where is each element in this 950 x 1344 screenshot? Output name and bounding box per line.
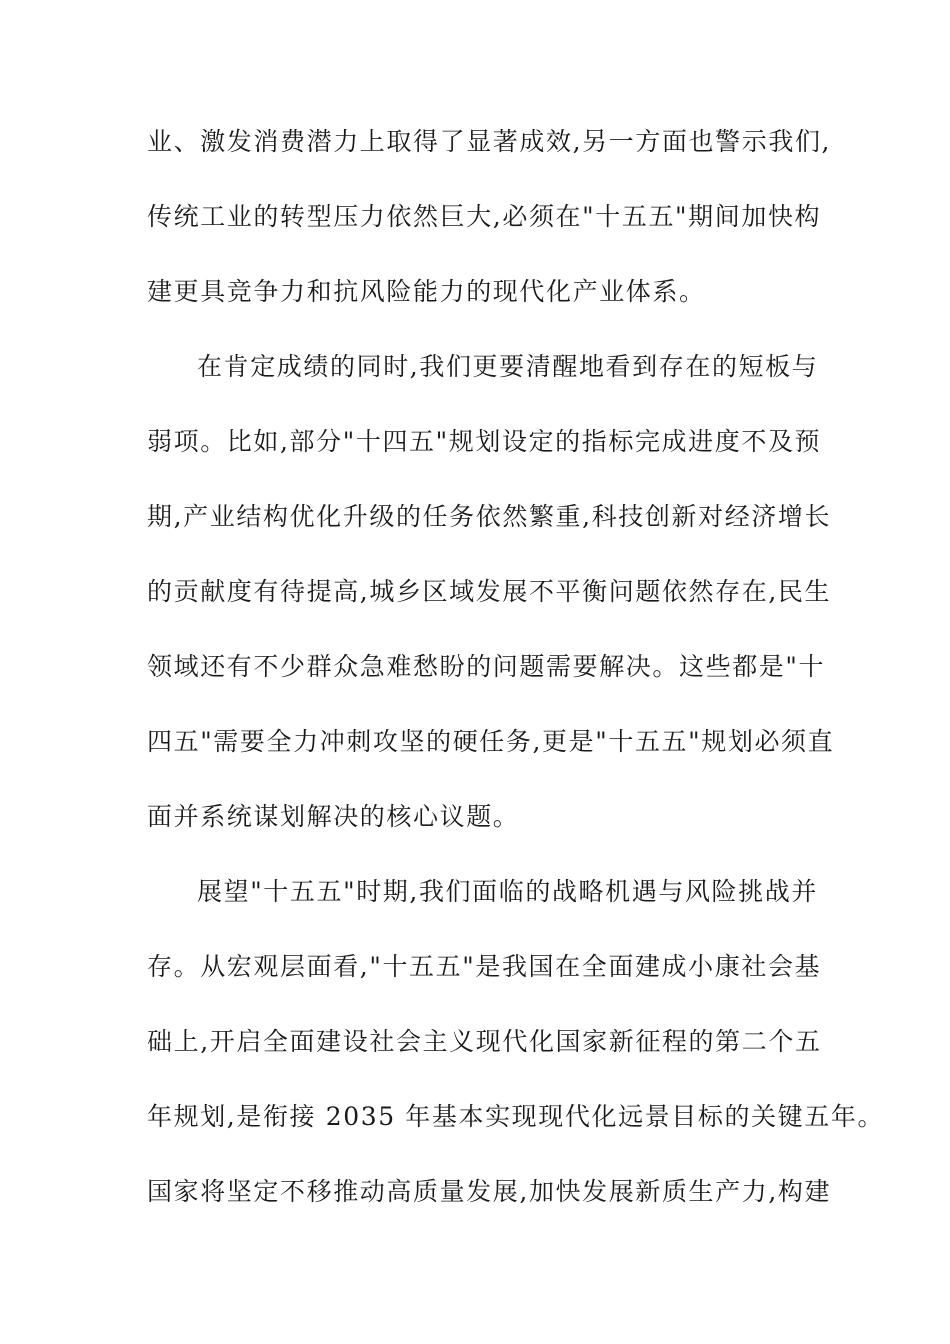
text-line: 国家将坚定不移推动高质量发展,加快发展新质生产力,构建	[147, 1177, 832, 1206]
text-line: 面并系统谋划解决的核心议题。	[147, 802, 520, 831]
text-line: 弱项。比如,部分"十四五"规划设定的指标完成进度不及预	[147, 427, 822, 456]
text-line: 存。从宏观层面看,"十五五"是我国在全面建成小康社会基	[147, 952, 822, 981]
text-line: 础上,开启全面建设社会主义现代化国家新征程的第二个五	[147, 1027, 822, 1056]
text-line: 四五"需要全力冲刺攻坚的硬任务,更是"十五五"规划必须直	[147, 727, 835, 756]
text-line: 领域还有不少群众急难愁盼的问题需要解决。这些都是"十	[147, 652, 826, 681]
text-line: 业、激发消费潜力上取得了显著成效,另一方面也警示我们,	[147, 127, 832, 156]
text-line: 年规划,是衔接 2035 年基本实现现代化远景目标的关键五年。	[147, 1102, 885, 1131]
text-line: 的贡献度有待提高,城乡区域发展不平衡问题依然存在,民生	[147, 577, 832, 606]
text-line: 建更具竞争力和抗风险能力的现代化产业体系。	[147, 277, 706, 306]
text-line: 传统工业的转型压力依然巨大,必须在"十五五"期间加快构	[147, 202, 822, 231]
text-line: 期,产业结构优化升级的任务依然繁重,科技创新对经济增长	[147, 502, 832, 531]
paragraph-start-line: 展望"十五五"时期,我们面临的战略机遇与风险挑战并	[197, 877, 818, 906]
paragraph-start-line: 在肯定成绩的同时,我们更要清醒地看到存在的短板与	[197, 352, 819, 381]
